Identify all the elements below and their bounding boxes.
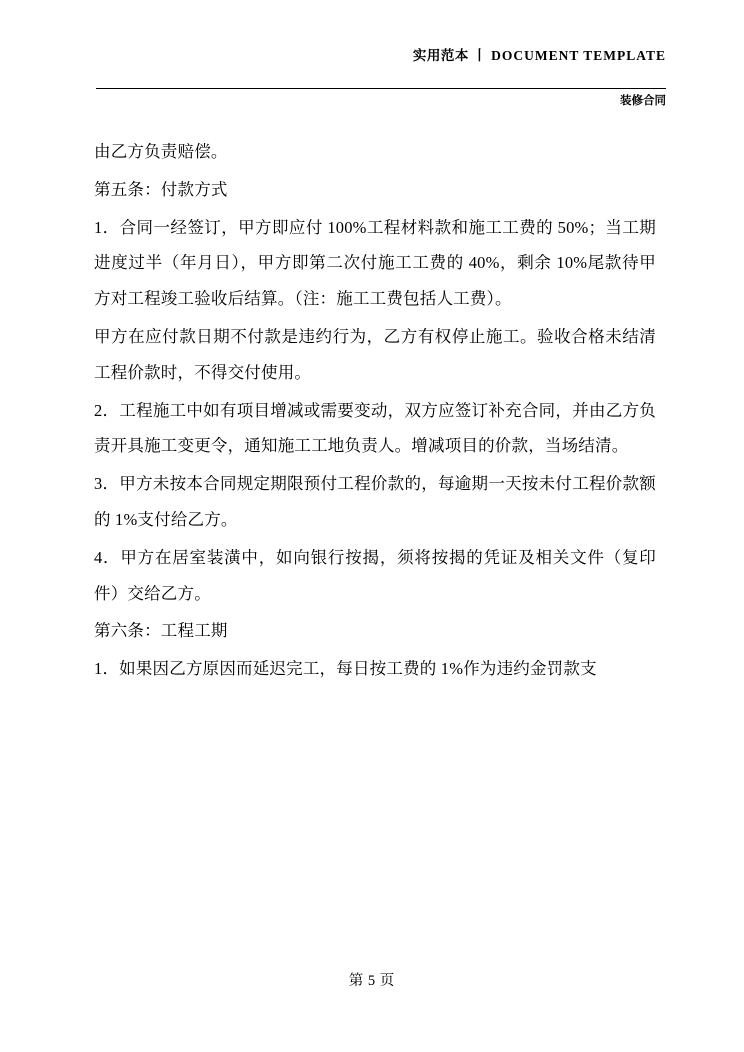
paragraph: 2．工程施工中如有项目增减或需要变动，双方应签订补充合同，并由乙方负责开具施工变更令，通知施工工地负责人。增减项目的价款，当场结清。 <box>94 400 656 456</box>
header-title-cn: 实用范本 <box>412 48 469 63</box>
footer-prefix: 第 <box>348 973 365 989</box>
paragraph: 甲方在应付款日期不付款是违约行为，乙方有权停止施工。验收合格未结清工程价款时，不得交付使用。 <box>94 326 656 382</box>
page-header <box>96 44 666 64</box>
paragraph: 第六条：工程工期 <box>94 621 228 641</box>
header-divider <box>96 88 666 89</box>
footer-suffix: 页 <box>379 973 396 989</box>
header-title-en: DOCUMENT TEMPLATE <box>491 48 666 63</box>
header-separator: 丨 <box>472 48 488 63</box>
paragraph: 由乙方负责赔偿。 <box>94 142 228 161</box>
paragraph: 1．合同一经签订，甲方即应付 100%工程材料款和施工工费的 50%；当工期进度过半（年月日），甲方即第二次付施工工费的 40%，剩余 10%尾款待甲方对工程竣工验收后结算。（注：施工工费包括人工费）。 <box>94 217 656 309</box>
document-body <box>94 134 656 689</box>
paragraph: 4．甲方在居室装潢中，如向银行按揭，须将按揭的凭证及相关文件（复印件）交给乙方。 <box>94 547 656 603</box>
header-subtitle: 装修合同 <box>620 95 666 107</box>
page-footer <box>0 969 744 990</box>
paragraph: 3．甲方未按本合同规定期限预付工程价款的，每逾期一天按未付工程价款额的 1%支付给乙方。 <box>94 474 656 529</box>
paragraph: 1．如果因乙方原因而延迟完工，每日按工费的 1%作为违约金罚款支 <box>94 659 597 679</box>
footer-page-number: 5 <box>367 973 377 989</box>
paragraph: 第五条：付款方式 <box>94 179 228 199</box>
header-title-line <box>96 44 666 64</box>
